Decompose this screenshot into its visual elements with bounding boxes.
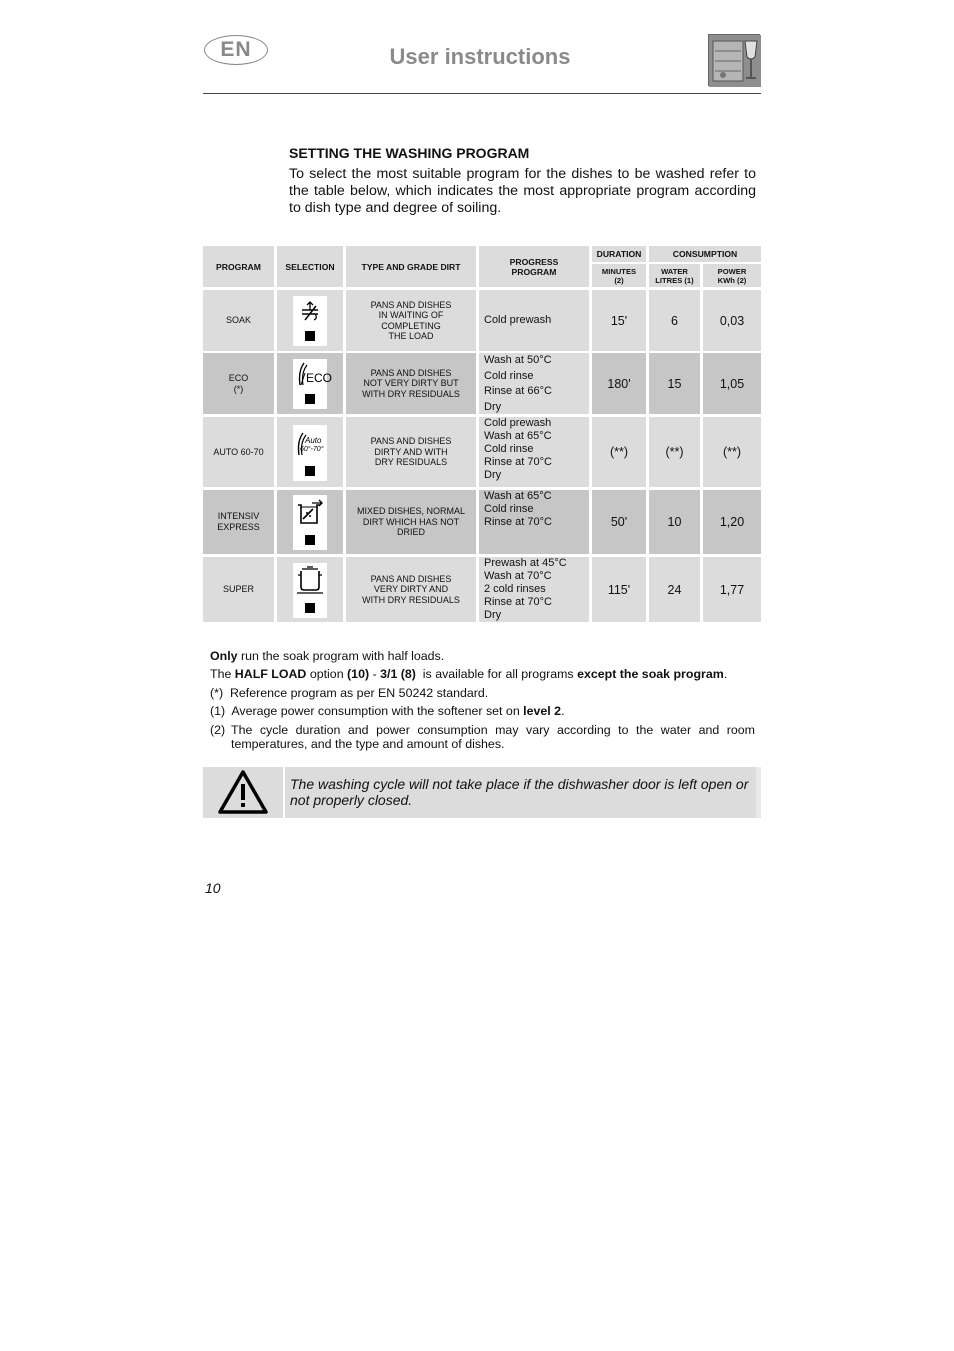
dirt-line: WITH DRY RESIDUALS [362, 594, 460, 605]
auto-icon-temp: 60°-70° [300, 446, 324, 453]
water-value: 15 [649, 353, 700, 414]
step: Rinse at 70°C [484, 456, 552, 468]
step: Rinse at 70°C [484, 516, 552, 528]
header-power-unit: KWh (2) [717, 275, 747, 285]
power-value: 0,03 [703, 290, 761, 351]
dirt-line: DRIED [396, 527, 425, 538]
selection-cell [277, 417, 343, 487]
header-water-label: WATER [661, 266, 688, 276]
dirt-line: DIRTY AND WITH [374, 446, 448, 457]
program-name: INTENSIV [217, 511, 260, 521]
dirt-line: THE LOAD [388, 330, 434, 341]
note-bold: 3/1 (8) [380, 667, 416, 681]
program-note: (*) [233, 383, 244, 394]
header-water-unit: LITRES (1) [655, 275, 694, 285]
average-consumption-note [210, 704, 565, 718]
dirt-line: DRY RESIDUALS [374, 457, 448, 468]
dirt-line: PANS AND DISHES [370, 367, 452, 378]
dirt-line: COMPLETING [381, 320, 441, 331]
header-progress: PROGRESS PROGRAM [479, 246, 589, 287]
cycle-note-text [231, 723, 755, 751]
intensive-pot-icon [293, 495, 327, 550]
note-text: is available for all programs [415, 667, 578, 681]
program-name-cell [203, 353, 274, 414]
dirt-description [346, 490, 476, 554]
header-consumption: CONSUMPTION [649, 246, 761, 262]
water-value: 10 [649, 490, 700, 554]
eco-icon [293, 359, 333, 409]
header-minutes-label: MINUTES [601, 266, 637, 276]
step: Cold rinse [484, 369, 534, 382]
program-name: SUPER [203, 557, 274, 622]
minutes-value: (**) [592, 417, 646, 487]
note-text: The cycle duration and power consumption may vary according to the water and room temperatures, and the type and amount of dishes. [231, 723, 755, 751]
step: Cold rinse [484, 503, 534, 515]
soak-note-text: run the soak program with half loads. [237, 649, 445, 663]
header-water [649, 264, 700, 287]
step: 2 cold rinses [484, 583, 546, 595]
minutes-value: 180' [592, 353, 646, 414]
water-value: 6 [649, 290, 700, 351]
water-value: 24 [649, 557, 700, 622]
step: Dry [484, 609, 502, 621]
power-value: (**) [703, 417, 761, 487]
header-minutes-note: (2) [614, 275, 624, 285]
reference-note: (*) Reference program as per EN 50242 standard. [210, 686, 489, 700]
minutes-value: 115' [592, 557, 646, 622]
program-name: SOAK [203, 290, 274, 351]
progress-steps [479, 557, 589, 622]
dirt-line: IN WAITING OF [378, 310, 444, 321]
soak-note [210, 649, 444, 663]
eco-icon-text: ECO [306, 371, 333, 385]
progress-steps [479, 417, 589, 487]
language-badge [204, 35, 268, 65]
page-title: User instructions [389, 44, 571, 69]
warning-text: The washing cycle will not take place if the dishwasher door is left open or not properly closed. [290, 776, 749, 808]
page-number: 10 [205, 880, 221, 896]
header-divider [203, 93, 761, 94]
step: Cold prewash [484, 417, 552, 429]
selection-cell [277, 290, 343, 351]
program-name-cell [203, 490, 274, 554]
note-bold: HALF LOAD [234, 667, 307, 681]
dirt-line: VERY DIRTY AND [373, 584, 449, 595]
step: Wash at 50°C [484, 354, 552, 366]
note-bold: level 2 [523, 704, 562, 718]
step: Wash at 65°C [484, 430, 552, 442]
soak-icon [293, 296, 327, 346]
minutes-value: 50' [592, 490, 646, 554]
auto-icon [293, 425, 327, 481]
step: Wash at 65°C [484, 490, 552, 502]
dirt-line: PANS AND DISHES [370, 573, 452, 584]
progress-steps [479, 490, 589, 554]
water-value: (**) [649, 417, 700, 487]
dirt-description [346, 557, 476, 622]
note-bold: (10) [347, 667, 370, 681]
note-text: - [369, 667, 381, 681]
super-pot-icon [293, 563, 327, 618]
auto-icon-text: Auto [305, 436, 322, 445]
progress-steps [479, 353, 589, 414]
header-power-label: POWER [717, 266, 747, 276]
power-value: 1,05 [703, 353, 761, 414]
program-name: AUTO 60-70 [203, 417, 274, 487]
step: Dry [484, 400, 502, 413]
section-heading: SETTING THE WASHING PROGRAM [289, 145, 530, 161]
step: Rinse at 66°C [484, 385, 552, 397]
header-selection: SELECTION [277, 246, 343, 287]
step: Cold rinse [484, 443, 534, 455]
note-bold: except the soak program [577, 667, 724, 681]
header-type-dirt: TYPE AND GRADE DIRT [346, 246, 476, 287]
dirt-line: DIRT WHICH HAS NOT [362, 516, 460, 527]
dishwasher-photo-icon [708, 34, 760, 86]
dirt-line: PANS AND DISHES [370, 299, 452, 310]
selection-cell [277, 490, 343, 554]
progress-steps [479, 290, 589, 351]
selection-cell [277, 353, 343, 414]
dirt-description [346, 290, 476, 351]
dirt-line: WITH DRY RESIDUALS [362, 388, 460, 399]
dirt-description [346, 353, 476, 414]
note-text: The [210, 667, 235, 681]
language-code: EN [220, 38, 252, 61]
note-text: . [561, 704, 565, 718]
dirt-line: NOT VERY DIRTY BUT [363, 378, 459, 389]
warning-box [285, 767, 761, 818]
step: Dry [484, 469, 502, 481]
step: Rinse at 70°C [484, 596, 552, 608]
warning-icon-cell [203, 767, 283, 818]
step: Cold prewash [484, 314, 552, 326]
intro-paragraph: To select the most suitable program for the dishes to be washed refer to the table below, which indicates the most appropriate program according to dish type and degree of soiling. [289, 166, 756, 216]
selection-cell [277, 557, 343, 622]
header-minutes [592, 264, 646, 287]
header-duration: DURATION [592, 246, 646, 262]
power-value: 1,77 [703, 557, 761, 622]
dirt-description [346, 417, 476, 487]
half-load-note [210, 667, 727, 681]
header-power [703, 264, 761, 287]
soak-note-bold: Only [210, 649, 238, 663]
note-text: (1) Average power consumption with the softener set on [210, 704, 524, 718]
header-program: PROGRAM [203, 246, 274, 287]
step: Wash at 70°C [484, 570, 552, 582]
step: Prewash at 45°C [484, 557, 567, 569]
minutes-value: 15' [592, 290, 646, 351]
warning-triangle-icon [203, 767, 283, 818]
program-name: ECO [228, 372, 249, 383]
note-text: option [306, 667, 348, 681]
dirt-line: PANS AND DISHES [370, 436, 452, 447]
dirt-line: MIXED DISHES, NORMAL [356, 506, 466, 517]
note-text: . [723, 667, 728, 681]
power-value: 1,20 [703, 490, 761, 554]
cycle-note-marker: (2) [210, 723, 226, 737]
program-note: EXPRESS [217, 522, 260, 532]
